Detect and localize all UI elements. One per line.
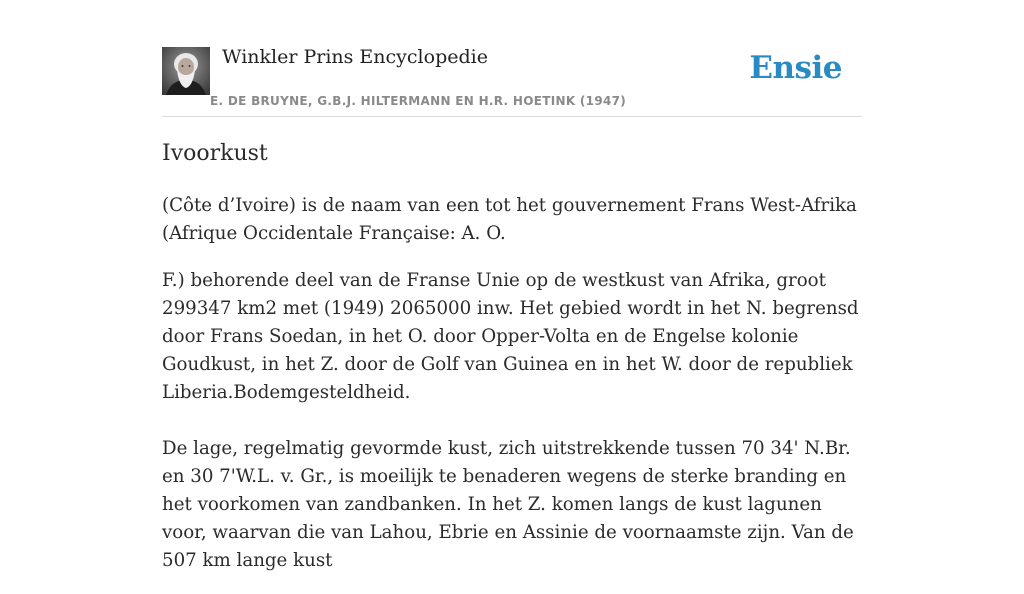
ensie-logo[interactable]: Ensie [749, 50, 842, 86]
source-title[interactable]: Winkler Prins Encyclopedie [222, 46, 488, 68]
article-title: Ivoorkust [162, 141, 268, 166]
article [162, 138, 862, 594]
source-header [162, 44, 862, 117]
article-paragraph: (Côte d’Ivoire) is de naam van een tot het gouvernement Frans West-Afrika (Afrique Occidentale Française: A. O. [162, 195, 857, 244]
portrait-photo-icon [162, 47, 210, 95]
author-avatar[interactable] [162, 47, 210, 95]
source-authors: E. DE BRUYNE, G.B.J. HILTERMANN EN H.R. HOETINK (1947) [210, 94, 627, 108]
article-paragraph: F.) behorende deel van de Franse Unie op de westkust van Afrika, groot 299347 km2 met (1949) 2065000 inw. Het gebied wordt in het N. begrensd door Frans Soedan, in het O. door Opper-Volta en de Engelse kolonie Goudkust, in het Z. door de Golf van Guinea en in het W. door de republiek Liberia.Bodemgesteldheid. [162, 270, 859, 403]
article-paragraph: De lage, regelmatig gevormde kust, zich uitstrekkende tussen 70 34' N.Br. en 30 7'W.L. v. Gr., is moeilijk te benaderen wegens de sterke branding en het voorkomen van zandbanken. In het Z. komen langs de kust lagunen voor, waarvan die van Lahou, Ebrie en Assinie de voornaamste zijn. Van de 507 km lange kust [162, 438, 854, 571]
